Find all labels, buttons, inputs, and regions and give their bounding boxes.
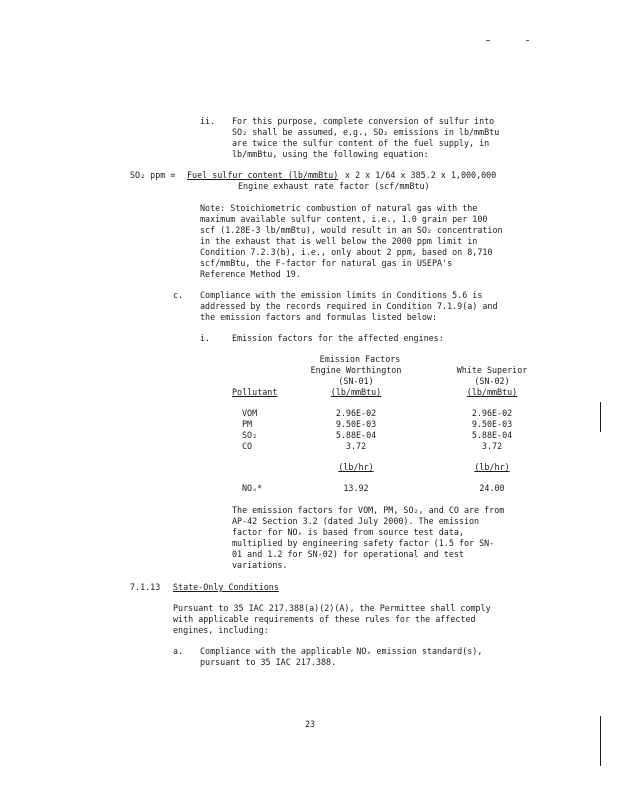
note-line-7: Reference Method 19. xyxy=(200,269,301,279)
note-line-2: maximum available sulfur content, i.e., 1.0 grain per 100 xyxy=(200,214,488,224)
item-a-marker: a. xyxy=(173,646,184,656)
page-number: 23 xyxy=(304,719,316,729)
equation-lhs: SO₂ ppm = xyxy=(130,170,176,180)
group-header: Emission Factors xyxy=(319,354,401,364)
note-line-1: Note: Stoichiometric combustion of natural gas with the xyxy=(200,203,478,213)
item-a-line-1: Compliance with the applicable NOₓ emission standard(s), xyxy=(200,646,483,656)
sn02-unit-lbhr: (lb/hr) xyxy=(474,462,510,472)
footnote-line-4: multiplied by engineering safety factor (1.5 for SN- xyxy=(232,538,495,548)
item-c-line-3: the emission factors and formulas listed below: xyxy=(200,312,437,322)
item-c-line-1: Compliance with the emission limits in Conditions 5.6 is xyxy=(200,290,483,300)
note-line-4: in the exhaust that is well below the 2000 ppm limit in xyxy=(200,236,478,246)
sn01-value-cell: 9.50E-03 xyxy=(335,419,377,429)
item-ii-marker: ii. xyxy=(200,116,216,126)
footnote-line-3: factor for NOₓ is based from source test data, xyxy=(232,527,464,537)
sn01-header-line-1: Engine Worthington xyxy=(310,365,402,375)
note-line-6: scf/mmBtu, the F-factor for natural gas in USEPA's xyxy=(200,258,453,268)
footnote-line-2: AP-42 Section 3.2 (dated July 2000). The emission xyxy=(232,516,480,526)
sn02-value-cell: 24.00 xyxy=(479,483,505,493)
item-ii-line-3: are twice the sulfur content of the fuel supply, in xyxy=(232,138,490,148)
equation-numerator: Fuel sulfur content (lb/mmBtu) xyxy=(187,170,339,180)
note-line-5: Condition 7.2.3(b), i.e., only about 2 ppm, based on 8,710 xyxy=(200,247,493,257)
sn02-value-cell: 5.88E-04 xyxy=(471,430,513,440)
sn01-value-cell: 5.88E-04 xyxy=(335,430,377,440)
section-number: 7.1.13 xyxy=(130,582,161,592)
item-c-line-2: addressed by the records required in Condition 7.1.9(a) and xyxy=(200,301,498,311)
item-ii-line-4: lb/mmBtu, using the following equation: xyxy=(232,149,429,159)
pursuant-line-3: engines, including: xyxy=(173,625,269,635)
item-c-marker: c. xyxy=(173,290,184,300)
equation-denominator: Engine exhaust rate factor (scf/mmBtu) xyxy=(238,181,430,191)
footnote-line-6: variations. xyxy=(232,560,288,570)
pollutant-cell: CO xyxy=(242,441,253,451)
section-title: State-Only Conditions xyxy=(173,582,279,592)
footnote-line-1: The emission factors for VOM, PM, SO₂, and CO are from xyxy=(232,505,505,515)
pursuant-line-2: with applicable requirements of these rules for the affected xyxy=(173,614,476,624)
sn01-value-cell: 3.72 xyxy=(345,441,367,451)
item-ii-line-2: SO₂ shall be assumed, e.g., SO₂ emissions in lb/mmBtu xyxy=(232,127,500,137)
pollutant-cell: SO₂ xyxy=(242,430,258,440)
sn01-header-line-2: (SN-01) xyxy=(338,376,374,386)
item-a-line-2: pursuant to 35 IAC 217.388. xyxy=(200,657,337,667)
pursuant-line-1: Pursuant to 35 IAC 217.388(a)(2)(A), the Permittee shall comply xyxy=(173,603,491,613)
item-i-text: Emission factors for the affected engines: xyxy=(232,333,444,343)
pollutant-cell: NOₓ* xyxy=(242,483,263,493)
sn02-value-cell: 9.50E-03 xyxy=(471,419,513,429)
item-ii-line-1: For this purpose, complete conversion of sulfur into xyxy=(232,116,495,126)
item-i-marker: i. xyxy=(200,333,211,343)
scan-mark xyxy=(526,40,529,41)
sn01-value-cell: 13.92 xyxy=(343,483,369,493)
sn02-value-cell: 3.72 xyxy=(481,441,503,451)
sn01-value-cell: 2.96E-02 xyxy=(335,408,377,418)
footnote-line-5: 01 and 1.2 for SN-02) for operational and test xyxy=(232,549,464,559)
scan-edge-line xyxy=(600,716,601,766)
sn02-header-line-2: (SN-02) xyxy=(474,376,510,386)
sn02-header-units: (lb/mmBtu) xyxy=(466,387,518,397)
sn02-header-line-1: White Superior xyxy=(456,365,528,375)
scan-mark xyxy=(486,40,490,41)
note-line-3: scf (1.28E-3 lb/mmBtu), would result in an SO₂ concentration xyxy=(200,225,503,235)
pollutant-header: Pollutant xyxy=(232,387,278,397)
sn01-unit-lbhr: (lb/hr) xyxy=(338,462,374,472)
equation-multipliers: x 2 x 1/64 x 385.2 x 1,000,000 xyxy=(345,170,497,180)
pollutant-cell: VOM xyxy=(242,408,258,418)
scan-edge-line xyxy=(600,402,601,432)
sn02-value-cell: 2.96E-02 xyxy=(471,408,513,418)
sn01-header-units: (lb/mmBtu) xyxy=(330,387,382,397)
pollutant-cell: PM xyxy=(242,419,253,429)
